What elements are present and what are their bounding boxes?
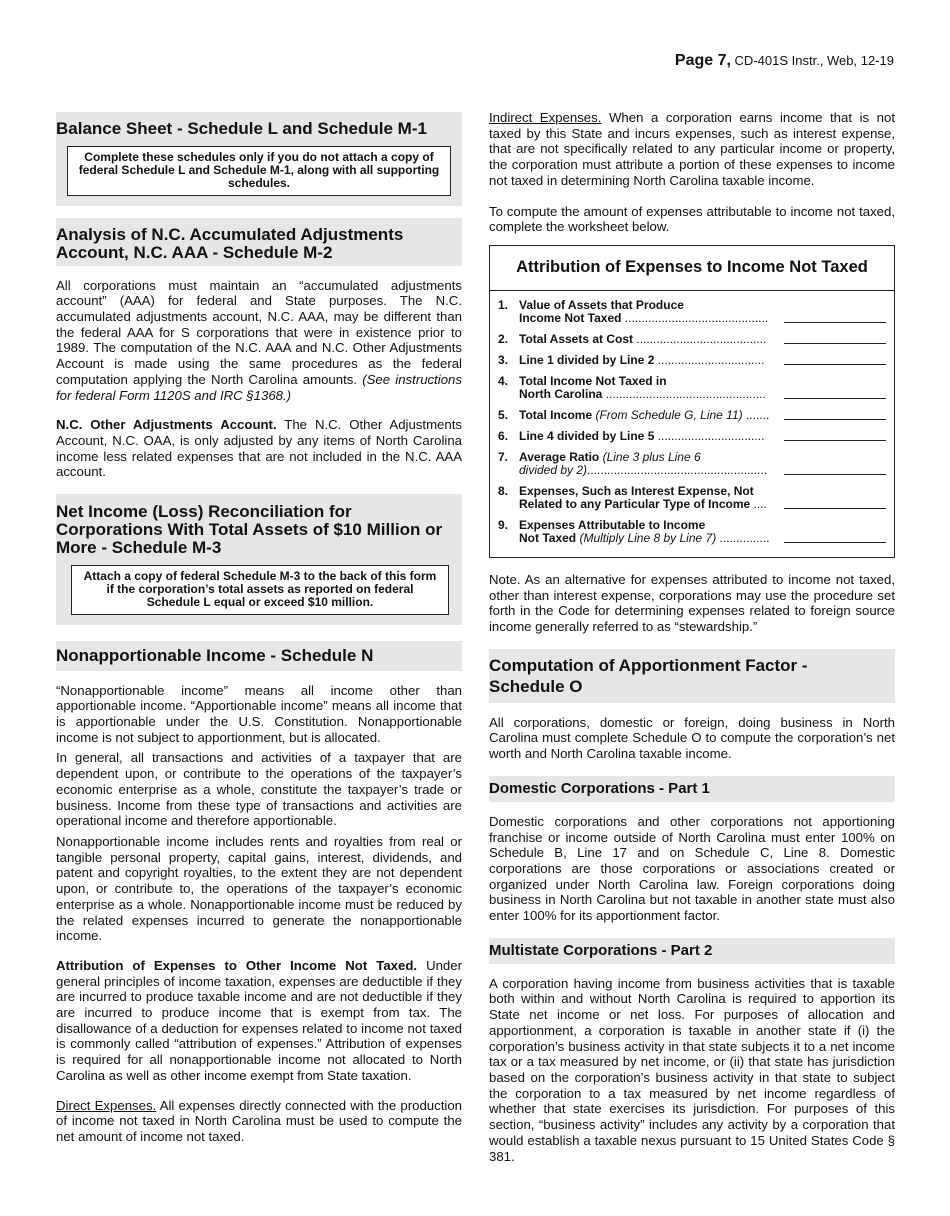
left-column	[56, 112, 462, 1145]
worksheet-entry-line	[784, 542, 886, 543]
worksheet-line	[498, 451, 886, 477]
balance-sheet-note-wrap	[56, 144, 462, 206]
worksheet-line-text: Expenses Attributable to Income Not Taxed (Multiply Line 8 by Line 7) ...............	[519, 517, 770, 545]
worksheet-entry-line	[784, 322, 886, 323]
worksheet-line-number: 5.	[498, 407, 509, 422]
worksheet-lines	[490, 291, 894, 557]
worksheet-line	[498, 354, 886, 367]
worksheet-line-number: 8.	[498, 483, 509, 498]
worksheet-line-number: 3.	[498, 352, 509, 367]
worksheet-title: Attribution of Expenses to Income Not Taxed	[490, 246, 894, 291]
worksheet-line	[498, 485, 886, 511]
part1-paragraph: Domestic corporations and other corporations not apportioning franchise or income outside of North Carolina must enter 100% on Schedule B, Line 17 and on Schedule C, Line 8. Domestic corporations are those corporations or associations created or organized under North Carolina law. Foreign corporations doing business in North Carolina but not taxable in another state must also enter 100% for its apportionment factor.	[489, 813, 895, 924]
m3-note: Attach a copy of federal Schedule M-3 to the back of this form if the corporation’s total assets as reported on federal Schedule L equal or exceed $10 million.	[71, 565, 449, 615]
indirect-expenses-paragraph: Indirect Expenses. When a corporation earns income that is not taxed by this State and incurs expenses, such as interest expense, that are not specifically related to any particular income or property, the corporation must attribute a portion of these expenses to income not taxed in determining North Carolina taxable income.	[489, 110, 895, 188]
compute-paragraph: To compute the amount of expenses attributable to income not taxed, complete the worksheet below.	[489, 203, 895, 235]
part1-heading: Domestic Corporations - Part 1	[489, 776, 895, 802]
schedule-o-paragraph: All corporations, domestic or foreign, doing business in North Carolina must complete Schedule O to compute the corporation’s net worth and North Carolina taxable income.	[489, 714, 895, 762]
part2-paragraph: A corporation having income from business activities that is taxable both within and without North Carolina is required to apportion its State net income or net loss. For purposes of allocation and apportionment, a corporation is taxable in another state if (i) the corporation’s business activity in that state subjects it to a net income tax or a tax measured by net income, or (ii) that state has jurisdiction based on the corporation’s business activity in that state to subject the corporation to a tax measured by net income regardless of whether that state exercises its jurisdiction. For purposes of this section, “business activity” includes any activity by a corporation that would establish a taxable nexus pursuant to 15 United States Code § 381.	[489, 975, 895, 1164]
part2-heading: Multistate Corporations - Part 2	[489, 938, 895, 964]
aaa-heading: Analysis of N.C. Accumulated Adjustments Account, N.C. AAA - Schedule M-2	[56, 218, 462, 266]
worksheet-line-number: 7.	[498, 449, 509, 464]
worksheet-entry-line	[784, 508, 886, 509]
right-column	[489, 110, 895, 1164]
worksheet-line-number: 2.	[498, 331, 509, 346]
balance-sheet-note: Complete these schedules only if you do not attach a copy of federal Schedule L and Schedule M-1, along with all supporting schedules.	[67, 146, 451, 196]
nonapp-paragraph-2: In general, all transactions and activities of a taxpayer that are dependent upon, or contribute to the operations of the taxpayer’s economic enterprise as a whole, constitute the taxpayer’s trade or business. Income from these type of transactions and activities are operational income and therefore apportionable.	[56, 750, 462, 829]
nonapp-paragraph-3: Nonapportionable income includes rents and royalties from real or tangible personal property, capital gains, interest, dividends, and patent and copyright royalties, to the extent they are not dependent upon, or contribute to, the operations of the taxpayer’s economic enterprise as a whole. Nonapportionable income must be reduced by the related expenses incurred to generate the nonapportionable income.	[56, 833, 462, 944]
worksheet-line-text: Value of Assets that Produce Income Not Taxed ...........................................	[519, 297, 769, 325]
nonapportionable-heading: Nonapportionable Income - Schedule N	[56, 641, 462, 671]
worksheet-entry-line	[784, 343, 886, 344]
balance-sheet-heading: Balance Sheet - Schedule L and Schedule M-1	[56, 112, 462, 144]
worksheet-line-number: 6.	[498, 428, 509, 443]
oaa-paragraph: N.C. Other Adjustments Account. The N.C. Other Adjustments Account, N.C. OAA, is only adjusted by any items of North Carolina income less related expenses that are not included in the N.C. AAA account.	[56, 417, 462, 480]
worksheet-line	[498, 299, 886, 325]
page-number: Page 7,	[674, 52, 731, 69]
worksheet-line-text: Total Assets at Cost .......................................	[519, 331, 767, 346]
document-id: CD-401S Instr., Web, 12-19	[734, 53, 894, 68]
worksheet-line	[498, 519, 886, 545]
page-header	[675, 52, 894, 70]
worksheet-entry-line	[784, 364, 886, 365]
nonapp-paragraph-1: “Nonapportionable income” means all income other than apportionable income. “Apportionable income” means all income that is apportionable under the U.S. Constitution. Nonapportionable income is not subject to apportionment, but is allocated.	[56, 682, 462, 745]
worksheet	[489, 245, 895, 558]
worksheet-entry-line	[784, 474, 886, 475]
worksheet-line	[498, 375, 886, 401]
note-paragraph: Note. As an alternative for expenses attributed to income not taxed, other than interest expense, corporations may use the procedure set forth in the Code for determining expenses related to foreign source income generally referred to as “stewardship.”	[489, 571, 895, 635]
m3-heading: Net Income (Loss) Reconciliation for Corporations With Total Assets of $10 Million or More - Schedule M-3	[56, 494, 462, 561]
worksheet-entry-line	[784, 419, 886, 420]
worksheet-line	[498, 409, 886, 422]
schedule-o-heading: Computation of Apportionment Factor - Schedule O	[489, 649, 895, 703]
worksheet-line-text: Average Ratio (Line 3 plus Line 6 divided by 2)......................................................	[519, 449, 768, 477]
worksheet-line-text: Expenses, Such as Interest Expense, Not Related to any Particular Type of Income ....	[519, 483, 767, 511]
attribution-paragraph: Attribution of Expenses to Other Income Not Taxed. Under general principles of income taxation, expenses are deductible if they are incurred to produce taxable income and are not deductible if they are incurred to produce income that is exempt from tax. The disallowance of a deduction for expenses related to income not taxed is commonly called “attribution of expenses.” Attribution of expenses is required for all nonapportionable income not allocated to North Carolina as well as other income exempt from State taxation.	[56, 957, 462, 1083]
worksheet-line-text: Line 1 divided by Line 2 ................................	[519, 352, 765, 367]
worksheet-entry-line	[784, 440, 886, 441]
m3-note-wrap	[56, 561, 462, 625]
worksheet-line	[498, 333, 886, 346]
worksheet-entry-line	[784, 398, 886, 399]
worksheet-line-text: Total Income (From Schedule G, Line 11) .......	[519, 407, 770, 422]
aaa-paragraph: All corporations must maintain an “accumulated adjustments account” (AAA) for federal and State purposes. The N.C. accumulated adjustments account, N.C. AAA, may be different than the federal AAA for S corporations that were in existence prior to 1989. The computation of the N.C. AAA and N.C. Other Adjustments Account is made using the same procedures as the federal computation applying the North Carolina amounts. (See instructions for federal Form 1120S and IRC §1368.)	[56, 277, 462, 403]
worksheet-line-number: 9.	[498, 517, 509, 532]
worksheet-line-number: 1.	[498, 297, 509, 312]
direct-expenses-paragraph: Direct Expenses. All expenses directly connected with the production of income not taxed in North Carolina must be used to compute the net amount of income not taxed.	[56, 1097, 463, 1144]
worksheet-line-text: Line 4 divided by Line 5 ................................	[519, 428, 765, 443]
worksheet-line	[498, 430, 886, 443]
worksheet-line-number: 4.	[498, 373, 509, 388]
worksheet-line-text: Total Income Not Taxed in North Carolina ................................................	[519, 373, 766, 401]
